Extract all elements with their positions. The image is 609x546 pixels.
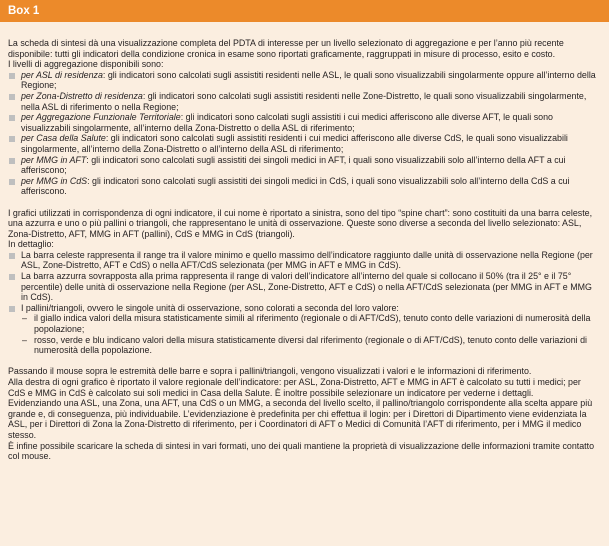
list-item: – rosso, verde e blu indicano valori della misura statisticamente diversi dal riferimento (regionale o di AFT/CdS), tenuto conto delle variazioni di numerosità della popolazione. <box>21 335 597 356</box>
list-item: – il giallo indica valori della misura statisticamente simili al riferimento (regionale o di AFT/CdS), tenuto conto delle variazioni di numerosità della popolazione; <box>21 313 597 334</box>
level-text: : gli indicatori sono calcolati sugli assistiti residenti nelle ASL, le quali sono visualizzabili singolarmente oppure all’interno della Regione; <box>21 69 596 91</box>
level-term: per ASL di residenza <box>21 69 103 80</box>
level-term: per Aggregazione Funzionale Territoriale <box>21 112 181 123</box>
list-item: I pallini/triangoli, ovvero le singole unità di osservazione, sono colorati a seconda del loro valore: – il giallo indica valori della misura statisticamente simili al riferimento (regionale o di AFT/CdS), tenuto conto delle variazioni di numerosità della popolazione; – rosso, verde e blu indicano valori della misura statisticamente diversi dal riferimento (regionale o di AFT/CdS), tenuto conto delle variazioni di numerosità della popolazione. <box>8 303 597 356</box>
list-item <box>8 112 597 133</box>
closing-paragraph: Passando il mouse sopra le estremità delle barre e sopra i pallini/triangoli, vengono visualizzati i valori e le informazioni di riferimento. <box>8 366 532 377</box>
levels-list <box>8 70 597 197</box>
list-item <box>8 155 597 176</box>
level-text: : gli indicatori sono calcolati sugli assistiti residenti i cui medici afferiscono alle diverse CdS, le quali sono visualizzabili singolarmente, all’interno della Zona-Distretto o all’interno della ASL di riferimento; <box>21 133 568 154</box>
detail-intro: In dettaglio: <box>8 239 54 250</box>
list-item: La barra celeste rappresenta il range tra il valore minimo e quello massimo dell’indicatore raggiunto dalle unità di osservazione nella Regione (per ASL, Zone-Distretto, AFT e CdS) o nella AFT/CdS selezionata (per MMG in AFT e MMG in CdS). <box>8 250 597 271</box>
graphs-paragraph: I grafici utilizzati in corrispondenza di ogni indicatore, il cui nome è riportato a sinistra, sono del tipo “spine chart”: sono costituiti da una barra celeste, una azzurra e uno o più pallini o triangoli, che rappresentano le unità di osservazione. Queste sono diverse a seconda del livello selezionato: ASL, Zona-Distretto, AFT, MMG in AFT (pallini), CdS e MMG in CdS (triangoli). <box>8 207 593 239</box>
levels-intro: I livelli di aggregazione disponibili sono: <box>8 59 164 70</box>
level-term: per MMG in CdS <box>21 175 88 186</box>
closing-paragraph: Evidenziando una ASL, una Zona, una AFT, una CdS o un MMG, a seconda del livello scelto, il pallino/triangolo corrispondente alla scelta appare più grande e, di conseguenza, più individuabile. L’evidenziazione è predefinita per chi effettua il login: per i Direttori di Dipartimento viene evidenziata la ASL, per i Direttori di Zona la Zona-Distretto di riferimento, per i Coordinatori di AFT o Medici di Comunità l’AFT di riferimento, per i MMG il medico stesso. <box>8 398 593 440</box>
level-text: : gli indicatori sono calcolati sugli assistiti i cui medici afferiscono alle diverse AFT, le quali sono visualizzabili singolarmente, all’interno della Zona-Distretto o della ASL di riferimento; <box>21 112 553 133</box>
closing-paragraph: Alla destra di ogni grafico è riportato il valore regionale dell’indicatore: per ASL, Zona-Distretto, AFT e MMG in AFT è calcolato su tutti i medici; per CdS e MMG in CdS è calcolato sui soli medici in Casa della Salute. È inoltre possibile selezionare un indicatore per vederne i dettagli. <box>8 377 581 398</box>
closing-paragraph: È infine possibile scaricare la scheda di sintesi in vari formati, uno dei quali mantiene la proprietà di visualizzazione delle informazioni tramite contatto col mouse. <box>8 440 595 462</box>
list-item <box>8 70 597 91</box>
colors-list <box>21 313 597 355</box>
box-body <box>0 22 609 462</box>
level-text: : gli indicatori sono calcolati sugli assistiti dei singoli medici in AFT, i quali sono visualizzabili solo all’interno della AFT a cui afferiscono; <box>21 154 566 176</box>
spacer <box>8 197 597 208</box>
level-term: per Zona-Distretto di residenza <box>21 90 143 101</box>
list-item: La barra azzurra sovrapposta alla prima rappresenta il range di valori dell’indicatore all’interno del quale si collocano il 50% (tra il 25° e il 75° percentile) delle unità di osservazione nella Regione (per ASL, Zone-Distretto, AFT e CdS) o nella AFT/CdS selezionata (per MMG in AFT e MMG in CdS). <box>8 271 597 303</box>
level-text: : gli indicatori sono calcolati sugli assistiti residenti nelle Zone-Distretto, le quali sono visualizzabili singolarmente, nella ASL di riferimento o nella Regione; <box>21 90 587 112</box>
spacer <box>8 356 597 367</box>
level-term: per MMG in AFT <box>21 154 87 165</box>
list-item <box>8 91 597 112</box>
details-list <box>8 250 597 356</box>
intro-paragraph: La scheda di sintesi dà una visualizzazione completa del PDTA di interesse per un livello selezionato di aggregazione e per l’anno più recente disponibile: tutti gli indicatori della condizione cronica in esame sono riportati graficamente, raggruppati in misure di processo, esito e costo. <box>8 38 564 59</box>
list-item <box>8 176 597 197</box>
level-term: per Casa della Salute <box>21 133 106 144</box>
level-text: : gli indicatori sono calcolati sugli assistiti dei singoli medici in CdS, i quali sono visualizzabili solo all’interno della CdS a cui afferiscono. <box>21 175 570 197</box>
box-title: Box 1 <box>0 0 609 22</box>
list-item <box>8 133 597 154</box>
